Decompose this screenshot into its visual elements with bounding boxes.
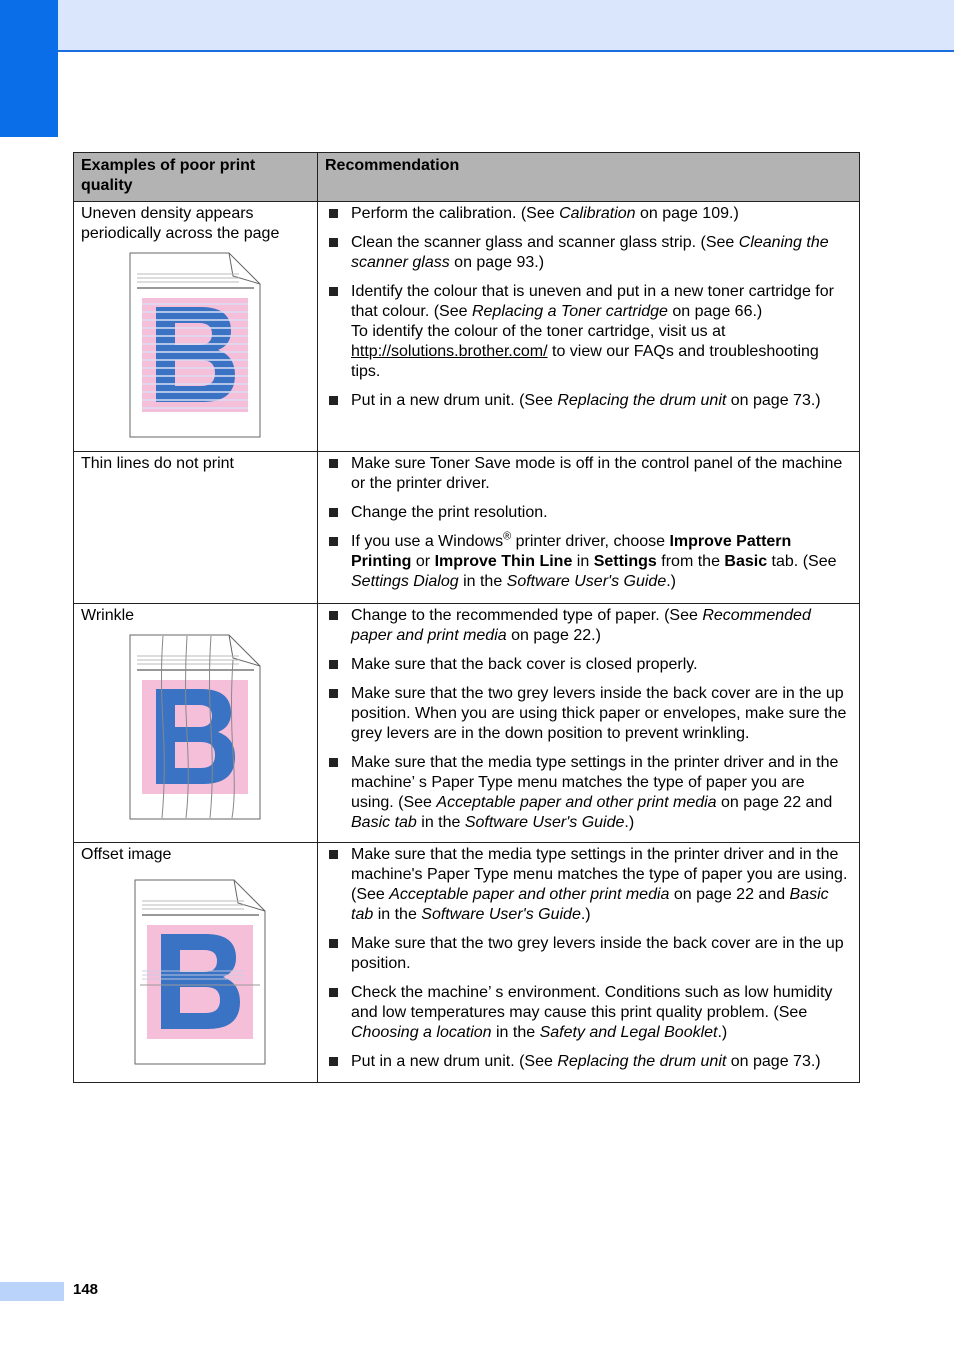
recommendation-list <box>325 454 849 592</box>
uneven-density-sample-image <box>129 252 261 438</box>
square-bullet-icon <box>329 508 338 517</box>
square-bullet-icon <box>329 758 338 767</box>
recommendation-list <box>325 204 849 411</box>
recommendation-item: Put in a new drum unit. (See Replacing the drum unit on page 73.) <box>325 1052 849 1072</box>
reference-title: Settings Dialog <box>351 573 459 590</box>
reference-title: Software User's Guide <box>506 573 667 590</box>
reference-title: Acceptable paper and other print media <box>389 886 670 903</box>
offset-image-sample-image <box>134 879 266 1065</box>
recommendation-item: If you use a Windows® printer driver, choose Improve Pattern Printing or Improve Thin Line in Settings from the Basic tab. (See Settings Dialog in the Software User's Guide.) <box>325 532 849 592</box>
reference-title: Replacing a Toner cartridge <box>471 303 668 320</box>
chapter-tab <box>0 0 58 137</box>
problem-label: Wrinkle <box>81 607 135 624</box>
recommendation-item: Make sure that the two grey levers inside the back cover are in the up position. <box>325 934 849 974</box>
ui-setting-name: Basic <box>724 553 768 570</box>
recommendation-item: Perform the calibration. (See Calibration on page 109.) <box>325 204 849 224</box>
recommendation-item: Clean the scanner glass and scanner glass strip. (See Cleaning the scanner glass on page 93.) <box>325 233 849 273</box>
problem-cell <box>74 452 318 604</box>
page-number: 148 <box>73 1281 99 1298</box>
square-bullet-icon <box>329 939 338 948</box>
table-row <box>74 843 860 1083</box>
problem-label: Uneven density appears periodically across the page <box>81 205 280 242</box>
reference-title: Software User's Guide <box>464 814 625 831</box>
recommendation-cell <box>318 202 860 452</box>
recommendation-item: Identify the colour that is uneven and put in a new toner cartridge for that colour. (See Replacing a Toner cartridge on page 66.) To identify the colour of the toner cartridge, visit us at http://solutions.brother.com/ to view our FAQs and troubleshooting tips. <box>325 282 849 382</box>
header-examples: Examples of poor print quality <box>74 153 318 202</box>
recommendation-cell <box>318 452 860 604</box>
square-bullet-icon <box>329 988 338 997</box>
table-header-row <box>74 153 860 202</box>
recommendation-cell <box>318 843 860 1083</box>
support-url-link[interactable]: http://solutions.brother.com/ <box>351 343 548 360</box>
reference-title: Cleaning the scanner glass <box>351 234 829 271</box>
square-bullet-icon <box>329 459 338 468</box>
ui-setting-name: Improve Pattern Printing <box>351 533 792 570</box>
reference-title: Recommended paper and print media <box>351 607 811 644</box>
reference-title: Basic tab <box>351 886 829 923</box>
recommendation-item: Put in a new drum unit. (See Replacing the drum unit on page 73.) <box>325 391 849 411</box>
square-bullet-icon <box>329 611 338 620</box>
problem-cell <box>74 604 318 843</box>
problem-cell <box>74 843 318 1083</box>
header-band <box>0 0 954 52</box>
recommendation-item: Make sure that the media type settings in the printer driver and in the machine's Paper Type menu matches the type of paper you are using. (See Acceptable paper and other print media on page 22 and Basic tab in the Software User's Guide.) <box>325 845 849 925</box>
problem-label: Thin lines do not print <box>81 455 234 472</box>
table-row <box>74 452 860 604</box>
page-number-band <box>0 1282 64 1301</box>
reference-title: Replacing the drum unit <box>557 392 727 409</box>
recommendation-list <box>325 606 849 833</box>
recommendation-item: Make sure Toner Save mode is off in the control panel of the machine or the printer driver. <box>325 454 849 494</box>
recommendation-item: Change the print resolution. <box>325 503 849 523</box>
print-quality-table <box>73 152 860 1083</box>
square-bullet-icon <box>329 209 338 218</box>
square-bullet-icon <box>329 396 338 405</box>
recommendation-cell <box>318 604 860 843</box>
reference-title: Choosing a location <box>351 1024 492 1041</box>
square-bullet-icon <box>329 689 338 698</box>
ui-setting-name: Improve Thin Line <box>434 553 573 570</box>
header-recommendation: Recommendation <box>318 153 860 202</box>
recommendation-item: Make sure that the back cover is closed properly. <box>325 655 849 675</box>
recommendation-list <box>325 845 849 1072</box>
reference-title: Basic tab <box>351 814 417 831</box>
square-bullet-icon <box>329 537 338 546</box>
square-bullet-icon <box>329 238 338 247</box>
square-bullet-icon <box>329 287 338 296</box>
recommendation-item: Check the machine’ s environment. Conditions such as low humidity and low temperatures may cause this print quality problem. (See Choosing a location in the Safety and Legal Booklet.) <box>325 983 849 1043</box>
table-row <box>74 604 860 843</box>
recommendation-item: Make sure that the media type settings in the printer driver and in the machine’ s Paper Type menu matches the type of paper you are using. (See Acceptable paper and other print media on page 22 and Basic tab in the Software User's Guide.) <box>325 753 849 833</box>
reference-title: Calibration <box>559 205 636 222</box>
reference-title: Safety and Legal Booklet <box>539 1024 718 1041</box>
square-bullet-icon <box>329 660 338 669</box>
registered-mark: ® <box>503 530 512 543</box>
recommendation-item: Change to the recommended type of paper. (See Recommended paper and print media on page 22.) <box>325 606 849 646</box>
table-row <box>74 202 860 452</box>
problem-label: Offset image <box>81 846 172 863</box>
problem-cell <box>74 202 318 452</box>
square-bullet-icon <box>329 1057 338 1066</box>
ui-setting-name: Settings <box>593 553 657 570</box>
wrinkle-sample-image <box>129 634 261 820</box>
recommendation-item: Make sure that the two grey levers inside the back cover are in the up position. When you are using thick paper or envelopes, make sure the grey levers are in the down position to prevent wrinkling. <box>325 684 849 744</box>
reference-title: Acceptable paper and other print media <box>436 794 717 811</box>
reference-title: Replacing the drum unit <box>557 1053 727 1070</box>
square-bullet-icon <box>329 850 338 859</box>
reference-title: Software User's Guide <box>421 906 581 923</box>
